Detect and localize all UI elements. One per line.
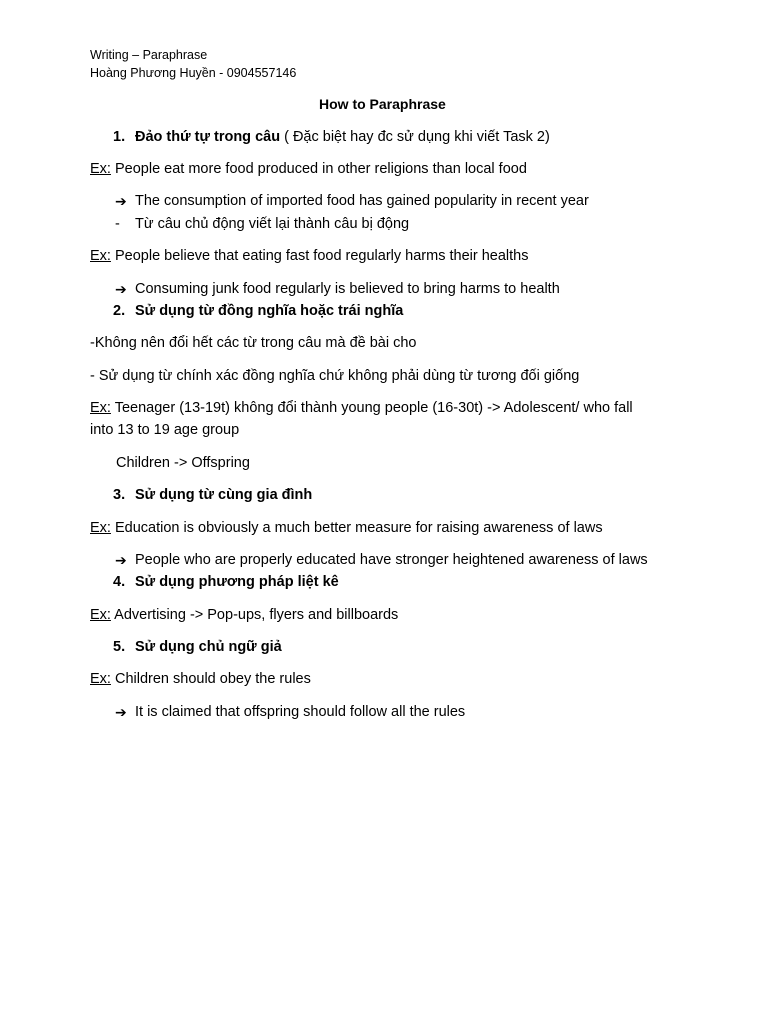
ex-label: Ex: [90,607,111,623]
section-4-number: 4. [113,574,126,590]
section-1-number: 1. [113,129,126,145]
arrow-icon: ➔ [115,704,127,720]
paraphrase-result: People who are properly educated have stronger heightened awareness of laws [135,552,648,568]
ex-label: Ex: [90,400,111,416]
section-2-example [90,398,633,418]
section-5-example [90,669,311,689]
section-5-heading: Sử dụng chủ ngữ giả [135,639,282,655]
example-text: Education is obviously a much better measure for raising awareness of laws [110,520,603,536]
example-text: People eat more food produced in other religions than local food [110,161,527,177]
section-3-example [90,518,603,538]
paraphrase-result: Consuming junk food regularly is believed to bring harms to health [135,281,560,297]
section-2-paragraph-2: - Sử dụng từ chính xác đồng nghĩa chứ không phải dùng từ tương đối giống [90,368,580,384]
ex-label: Ex: [90,671,111,687]
paraphrase-result: It is claimed that offspring should follow all the rules [135,704,466,720]
page-title: How to Paraphrase [319,96,446,112]
example-text: Children should obey the rules [110,671,311,687]
section-5-number: 5. [113,639,126,655]
bullet-text: Từ câu chủ động viết lại thành câu bị động [135,216,410,232]
section-2-example-continued: into 13 to 19 age group [90,422,240,438]
ex-label: Ex: [90,161,111,177]
section-2-heading: Sử dụng từ đồng nghĩa hoặc trái nghĩa [135,303,404,319]
example-text: Advertising -> Pop-ups, flyers and billboards [110,607,399,623]
arrow-icon: ➔ [115,281,127,297]
section-1-heading-line [135,127,550,147]
section-4-heading: Sử dụng phương pháp liệt kê [135,574,339,590]
ex-label: Ex: [90,248,111,264]
ex-label: Ex: [90,520,111,536]
paraphrase-result: The consumption of imported food has gained popularity in recent year [135,193,589,209]
header-author: Hoàng Phương Huyền - 0904557146 [90,66,297,80]
section-3-number: 3. [113,487,126,503]
dash-bullet-icon: - [115,216,120,232]
section-2-paragraph-1: -Không nên đổi hết các từ trong câu mà đề bài cho [90,335,417,351]
example-text: People believe that eating fast food regularly harms their healths [110,248,529,264]
section-2-number: 2. [113,303,126,319]
arrow-icon: ➔ [115,193,127,209]
section-1-example-2 [90,246,528,266]
section-1-heading: Đảo thứ tự trong câu [135,129,281,145]
section-3-heading: Sử dụng từ cùng gia đình [135,487,313,503]
section-2-example-children: Children -> Offspring [116,455,250,471]
section-1-note: ( Đặc biệt hay đc sử dụng khi viết Task 2) [280,129,550,145]
arrow-icon: ➔ [115,552,127,568]
section-1-example-1 [90,159,527,179]
example-text: Teenager (13-19t) không đổi thành young people (16-30t) -> Adolescent/ who fall [110,400,633,416]
header-subject: Writing – Paraphrase [90,48,208,62]
section-4-example [90,605,398,625]
